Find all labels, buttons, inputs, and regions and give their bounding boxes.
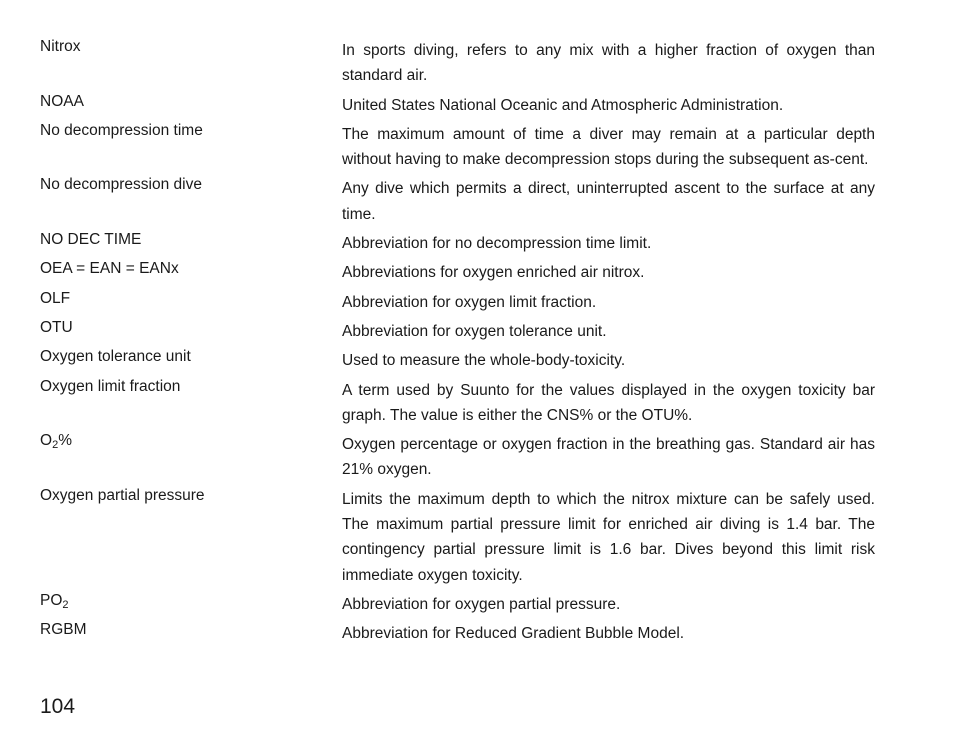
term-subscript: 2 xyxy=(62,598,69,611)
page-number: 104 xyxy=(40,695,76,718)
term-base: PO xyxy=(40,591,63,609)
glossary-definition: Any dive which permits a direct, uninterrupted ascent to the surface at any time. xyxy=(342,180,875,223)
glossary-definition: Abbreviation for oxygen partial pressure. xyxy=(342,595,621,613)
glossary-definition: Limits the maximum depth to which the nitrox mixture can be safely used. The maximum partial pressure limit for enriched air diving is 1.4 bar. The contingency partial pressure limit is 1.6 bar. Dives beyond this limit risk immediate oxygen toxicity. xyxy=(342,490,875,584)
glossary-term xyxy=(40,591,342,611)
glossary-definition: Used to measure the whole-body-toxicity. xyxy=(342,352,626,370)
term-base: O xyxy=(40,432,53,450)
glossary-entry-otu xyxy=(40,317,875,346)
term-tail: % xyxy=(58,432,72,450)
glossary-entry-olf xyxy=(40,288,875,317)
glossary-definition: Abbreviation for no decompression time limit. xyxy=(342,235,652,253)
glossary-entry-o2-percent xyxy=(40,430,875,485)
glossary-term: OLF xyxy=(40,289,71,307)
glossary-term: Oxygen limit fraction xyxy=(40,377,181,395)
term-subscript: 2 xyxy=(52,439,59,452)
glossary-entry-oxygen-limit-fraction xyxy=(40,376,875,431)
glossary-definition: Abbreviations for oxygen enriched air nitrox. xyxy=(342,264,645,282)
glossary-term: NO DEC TIME xyxy=(40,231,142,249)
glossary-definition: Abbreviation for oxygen tolerance unit. xyxy=(342,322,607,340)
glossary-entry-oxygen-tolerance-unit xyxy=(40,346,875,375)
glossary-entry-oxygen-partial-pressure xyxy=(40,485,875,590)
glossary-term: Oxygen partial pressure xyxy=(40,486,205,504)
glossary-list xyxy=(40,36,875,649)
glossary-term xyxy=(40,431,342,451)
glossary-term: RGBM xyxy=(40,621,87,639)
glossary-definition: Abbreviation for Reduced Gradient Bubble Model. xyxy=(342,625,685,643)
glossary-term: OTU xyxy=(40,318,73,336)
glossary-entry-no-decompression-time xyxy=(40,120,875,175)
glossary-term: No decompression time xyxy=(40,121,203,139)
glossary-term: No decompression dive xyxy=(40,176,202,194)
glossary-definition: Oxygen percentage or oxygen fraction in the breathing gas. Standard air has 21% oxygen. xyxy=(342,436,875,479)
glossary-entry-nitrox xyxy=(40,36,875,91)
glossary-definition: A term used by Suunto for the values displayed in the oxygen toxicity bar graph. The value is either the CNS% or the OTU%. xyxy=(342,381,875,424)
glossary-entry-rgbm xyxy=(40,619,875,648)
glossary-definition: United States National Oceanic and Atmospheric Administration. xyxy=(342,96,784,114)
glossary-entry-noaa xyxy=(40,91,875,120)
glossary-definition: Abbreviation for oxygen limit fraction. xyxy=(342,293,597,311)
glossary-definition: The maximum amount of time a diver may remain at a particular depth without having to make decompression stops during the subsequent as-cent. xyxy=(342,125,875,169)
glossary-term: NOAA xyxy=(40,92,84,110)
glossary-entry-po2 xyxy=(40,590,875,619)
glossary-term: Oxygen tolerance unit xyxy=(40,348,191,366)
glossary-entry-no-decompression-dive xyxy=(40,174,875,229)
glossary-entry-oea-ean-eanx xyxy=(40,258,875,287)
glossary-term: Nitrox xyxy=(40,38,81,55)
glossary-entry-no-dec-time xyxy=(40,229,875,258)
glossary-definition: In sports diving, refers to any mix with a higher fraction of oxygen than standard air. xyxy=(342,42,875,85)
glossary-term: OEA = EAN = EANx xyxy=(40,260,179,278)
